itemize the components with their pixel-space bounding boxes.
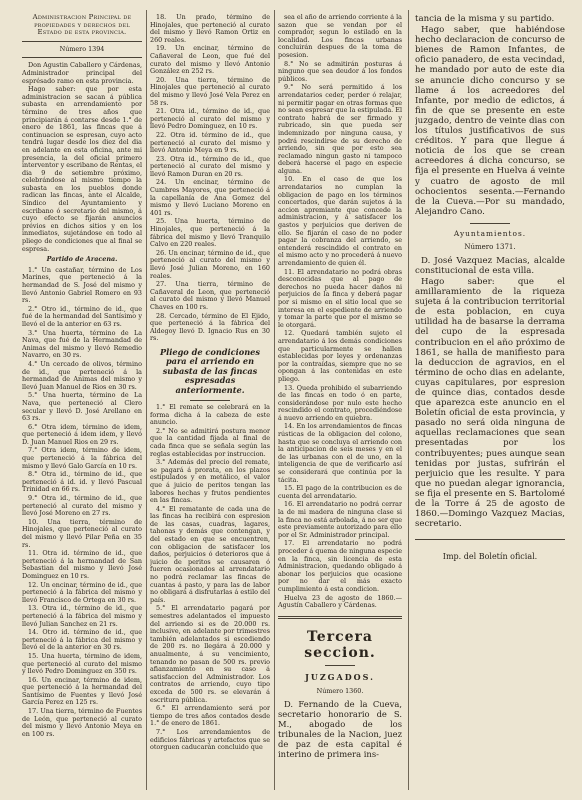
list-item: 15. Una huerta, término de idem, que perteneció al curato del mismo y llevó Pedro Dominguez en 350 rs. — [22, 651, 142, 676]
rule — [22, 57, 142, 58]
list-item: 5.° Una huerta, término de La Nava, que perteneció al Clero secular y llevó D. José Arellano en 63 rs. — [22, 391, 142, 423]
conditions-heading: Pliego de condiciones para el arriendo en subasta de las fincas espresadas anteriormente. — [160, 346, 260, 395]
list-item: 14. Otro id. término de id., que perteneció á la fábrica del mismo y llevó el de la anterior en 30 rs. — [22, 628, 142, 652]
condition-item: 10. En el caso de que los arrendatarios no cumplan la obligacion de pago en los términos concertados, que darán sujetos á la accion apremiante que concede la administracion, y á satisfacer los gastos y perjuicios que deriven de ello. Se fijarán el caso de no poder pagar la cobranza del arriendo, se entenderá rescindido el contrato en el mismo acto y no procederá á nuevo arrendamiento de quien él. — [278, 175, 402, 267]
condition-item: 6.° El arrendamiento será por tiempo de tres años contados desde 1.° de enero de 1861. — [150, 704, 270, 728]
condition-item: 11. El arrendatario no podrá obras desconocidas que al pago de derechos no pueda hacer daños ni perjuicios de la finca y deberá pagar por si mismo en el sitio local que se interesa en el espediente de arriendo y tomar la parte que por el mismo se le otorgará. — [278, 267, 402, 329]
condition-item: 3.° Además del precio del remate, se pagará á prorata, en los plazos estipulados y en metálico, el valor que á juicio de peritos tengan las labores hechas y frutos pendientes en las fincas. — [150, 458, 270, 505]
section-heading: Partido de Aracena. — [46, 255, 118, 264]
alcalde-intro: D. José Vazquez Macias, alcalde constitucional de esta villa. — [415, 255, 565, 276]
list-item: 26. Un encinar, término de id., que perteneció al curato del mismo y llevó José Julian Moreno, en 160 reales. — [150, 248, 270, 280]
list-item: 9.° Otra id., término de id., que perteneció al curato del mismo y llevó José Moreno en 27 rs. — [22, 494, 142, 518]
list-item: 7.° Otra idem, término de idem, que perteneció á la fábrica del mismo y llevó Galo García en 10 rs. — [22, 446, 142, 470]
column-divider — [274, 10, 275, 790]
section-heading: Ayuntamientos. — [453, 228, 527, 238]
list-item: 22. Otra id. término de id., que perteneció al curato del mismo y llevó Antonio Meya en 9 rs. — [150, 130, 270, 155]
list-item: 28. Cercado, término de El Ejido, que perteneció á la fábrica del Aldegoy llevó D. Ignacio Rus en 30 rs. — [150, 311, 270, 343]
list-item: 8.° Otra id., término de id., que perteneció á id. id. y llevó Pascual Trinidad en 66 rs. — [22, 470, 142, 494]
list-item: 11. Otra id. término de id., que perteneció á la hermandad de San Sebastian del mismo y llevó José Dominguez en 10 rs. — [22, 549, 142, 580]
list-item: 19. Un encinar, término de Cañaveral de Leon, que fué del curato del mismo y llevó Antonio González en 252 rs. — [150, 44, 270, 76]
list-item: 21. Otra id., término de id., que perteneció al curato del mismo y llevó Pedro Dominguez, en 10 rs. — [150, 107, 270, 131]
condition-item: 15. El pago de la contribucion es de cuenta del arrendatario. — [278, 484, 402, 500]
rule — [190, 400, 230, 401]
rule — [325, 665, 355, 666]
rule — [278, 616, 402, 619]
condition-item: 7.° Los arrendamientos de edificios fábricas y artefactos que se otorguen caducarán concluido que — [150, 727, 270, 752]
list-item: 2.° Otro id., término de id., que fué de la hermandad del Santísimo y llevó el de la anterior en 63 rs. — [22, 304, 142, 328]
condition-item: 14. En los arrendamientos de fincas rústicas de la obligacion del colono, hasta que se concluya el arriendo con la anticipacion de seis meses y en el de las urbanas con el de uno, en la inteligencia de que de verificarlo así se considerará que continúa por la tácita. — [278, 422, 402, 484]
list-item: 1.° Un castañar, término de Los Marines, que perteneció á la hermandad de S. José del mismo y llevó Antonio Gabriel Romero en 93 rs. — [22, 265, 142, 305]
list-item: 23. Otra id., término de id., que perteneció al curato del mismo y llevó Ramon Duran en 20 rs. — [150, 154, 270, 178]
column-2 — [150, 14, 270, 753]
subsection-title: JUZGADOS. — [305, 671, 375, 682]
column-divider — [408, 10, 409, 790]
condition-item: 16. El arrendatario no podrá cerrar la de mi madera de ninguna clase si la finca no está arbolada, á no ser que este previamente autorizado para ello por el Sr. Administrador principal. — [278, 500, 402, 539]
concurso-notice: Hago saber, que habiéndose hecho declaracion de concurso de bienes de Ramon Infantes, de oficio panadero, de esta vecindad, he mandado por auto de este dia se anuncie dicho concurso y se llame á los acreedores del Infante, por medio de edictos, á fin de que se presente en este juzgado, dentro de veinte dias con los títulos justificativos de sus créditos. Y para que llegue á noticia de los que se crean acreedores á dicha concurso, se fija el presente en Huelva á veinte y cuatro de agosto de mil ochocientos sesenta.—Fernando de la Cueva.—Por su mandado, Alejandro Cano. — [415, 25, 565, 217]
condition-item: 2.° No se admitirá postura menor que la cantidad fijada al final de cada finca que se señala según las reglas establecidas por instruccion. — [150, 426, 270, 458]
section-title: Tercera seccion. — [304, 628, 376, 661]
list-item: 27. Una tierra, término de Cañaveral de Leon, que perteneció al curato del mismo y llevó Manuel Chaves en 100 rs. — [150, 280, 270, 311]
administration-header: Administracion Principal de propiedades y derechos del Estado de esta provincia. — [32, 14, 132, 37]
condition-item: 13. Queda prohibido el subarriendo de las fincas en todo ó en parte, considerándose por nulo este hecho rescindido el contrato, procediéndose á nuevo arriendo en quiebra. — [278, 383, 402, 422]
condition-item: 8.° No se admitirán posturas á ninguno que sea deudor á los fondos públicos. — [278, 59, 402, 83]
condition-item: 5.° El arrendatario pagará por semestres adelantados el impuesto del arriendo si es de 20.000 rs. inclusive, en adelante por trimestres también adelantados si escediendo de 200 rs. no llegára á 20.000 y anualmente, á su vencimiento, tenando no pasan de 500 rs. previo afianzamiento en su caso á satisfaccion del Administrador. Los contratos de arriendo, cuyo tipo exceda de 500 rs. se elevarán á escritura pública. — [150, 604, 270, 704]
rule — [415, 539, 565, 540]
amillaramiento-notice: Hago saber: que el amillaramiento de la riqueza sujeta á la contribucion territorial de esta poblacion, en cuya utilidad ha de basarse la derrama del cupo de la espresada contribucion en el año próximo de 1861, se halla de manifiesto para la deduccion de agravios, en el término de ocho dias en adelante, cuyas capitulares, por espresion de quince dias, contados desde que aparezca este anuncio en el Boletín oficial de esta provincia, y pasado no será oida ninguna de aquellas reclamaciones que sean presentadas por los contribuyentes; pues aunque sean tenidas por justas, sufrirán el perjuicio que les resulte. Y para que no puedan alegar ignorancia, se fija el presente en S. Bartolomé de la Torre á 25 de agosto de 1860.—Domingo Vazquez Macias, secretario. — [415, 276, 565, 530]
list-item: 6.° Otra idem, término de idem, que perteneció á idem idem, y llevó D. Juan Manuel Rios en 29 rs. — [22, 422, 142, 446]
list-item: 20. Una tierra, término de Hinojales que perteneció al curato del mismo y llevó José Vela Perez en 58 rs. — [150, 75, 270, 107]
list-item: 18. Un prado, término de Hinojales, que perteneció al curato del mismo y llevó Ramon Ortiz en 260 reales. — [150, 14, 270, 44]
condition-item: 12. Quedará también sujeto el arrendatario á los demás condiciones que particularmente se hallen establecidas por leyes y ordenanzas por la contraídas, siempre que no se opongan á las contenidas en este pliego. — [278, 329, 402, 383]
rule — [470, 223, 510, 224]
list-item: 10. Una tierra, término de Hinojales, que perteneció al curato del mismo y llevó Pilar Peña en 35 rs. — [22, 517, 142, 549]
list-item: 25. Una huerta, término de Hinojales, que perteneció á la fábrica del mismo y llevó Tranquilo Calvo en 220 reales. — [150, 217, 270, 249]
intro-paragraph: Hago saber: que por esta administracion se sacan á pública subasta en arrendamiento por término de tres años que principiarán á contarse desde 1.° de enero de 1861, las fincas que á continuacion se espresan, cuyo acto tendrá lugar desde los diez del dia en adelante en esta oficina, ante mi presencia, la del oficial primero interventor y escribano de Rentas, el dia 9 de setiembre próximo, celebrándose al mismo tiempo la subasta en los pueblos donde radican las fincas, ante el Alcalde, Síndico del Ayuntamiento y escribano ó secretario del mismo, á cuyo efecto se fijarán anuncios prévios en dichos sitios y en los inmediatos, sujetándose en todo al pliego de condiciones que al final se espresa. — [22, 85, 142, 253]
condition-item: sea el año de arriendo corriente á la sazon que se vendan por el comprador, segun lo estilado en la localidad. Los fincas urbanas concluirán despues de la toma de posesion. — [278, 14, 402, 59]
juzgado-continuation: tancia de la misma y su partido. — [415, 14, 555, 24]
column-divider — [146, 10, 147, 790]
list-item: 3.° Una huerta, término de La Nava, que fué de la Hermandad de Animas del mismo y llevó Remedio Navarro, en 30 rs. — [22, 328, 142, 360]
list-item: 24. Un encinar, término de Cumbres Mayores, que perteneció á la capellanía de Ana Gomez del mismo y llevó Luciano Moreno en 401 rs. — [150, 178, 270, 217]
list-item: 17. Una tierra, término de Fuentes de León, que perteneció al curato del mismo y llevó Antonio Meya en en 100 rs. — [22, 707, 142, 738]
juzgado-text: D. Fernando de la Cueva, secretario honorario de S. M., abogado de los tribunales de la Nacion, juez de paz de esta capital é interino de primera ins- — [278, 699, 402, 760]
column-4 — [415, 14, 565, 562]
printer-footer: Imp. del Boletín oficial. — [442, 552, 538, 562]
list-item: 4.° Un cercado de olivos, término de id., que perteneció á la hermandad de Animas del mismo y llevó Juan Manuel de Rios en 30 rs. — [22, 359, 142, 391]
list-item: 13. Otra id., término de id., que perteneció á la fábrica del mismo y llevó Julian Sanchez en 21 rs. — [22, 604, 142, 628]
signoff: Huelva 23 de agosto de 1860.—Agustín Caballero y Cárdenas. — [278, 593, 402, 610]
notice-number: Número 1371. — [464, 242, 516, 251]
intro-paragraph: Don Agustin Caballero y Cárdenas, Administrador principal del esprésado ramo en esta provincia. — [22, 61, 142, 85]
column-1 — [22, 14, 142, 739]
condition-item: 1.° El remate se celebrará en la forma dicha á la cabeza de este anuncio. — [150, 402, 270, 427]
condition-item: 4.° El rematante de cada una de las fincas ha recibirá con espresion de las casas, cuadras, lagares, tahonas y demás que contengan, y del estado en que se encuentren, con obligacion de satisfacer los daños, perjuicios ó deterioros que á juicio de peritos se causaren ó fueren ocasionados al arrendatario no podrá reclamar las fincas de cuantas á pasto, y para las de labor no obligará á disfrutarlas á estilo del país. — [150, 504, 270, 604]
condition-item: 17. El arrendatario no podrá proceder á quema de ninguna especie en la finca, sin licencia de esta Administracion, quedando obligado á abonar los perjuicios que ocasione por no dar el más exacto cumplimiento á esta condicion. — [278, 539, 402, 593]
rule — [22, 41, 142, 42]
list-item: 12. Un encinar, término de id., que perteneció á la fábrica del mismo y llevó Francisco de Ortega en 30 rs. — [22, 580, 142, 604]
list-item: 16. Un encinar, término de idem, que perteneció á la hermandad del Santísimo de Fuentes y llevó José García Perez en 125 rs. — [22, 675, 142, 707]
condition-item: 9.° No será permitido á los arrendatarios ceder, perder ó relajar, ni permitir pagar en otras formas que no sean espresar que la estipulada. El contrato habrá de ser firmado y rubricado, sin que pueda ser indemnizado por ninguna causa, y podrá rescindirse de su derecho de arriendo, sin que por esto sea reclamado ningun gasto ni tampoco deberá hacerse el pago en especie alguna. — [278, 83, 402, 175]
notice-number: Número 1394 — [59, 44, 105, 53]
notice-number: Número 1360. — [316, 686, 364, 695]
column-3 — [278, 14, 402, 760]
